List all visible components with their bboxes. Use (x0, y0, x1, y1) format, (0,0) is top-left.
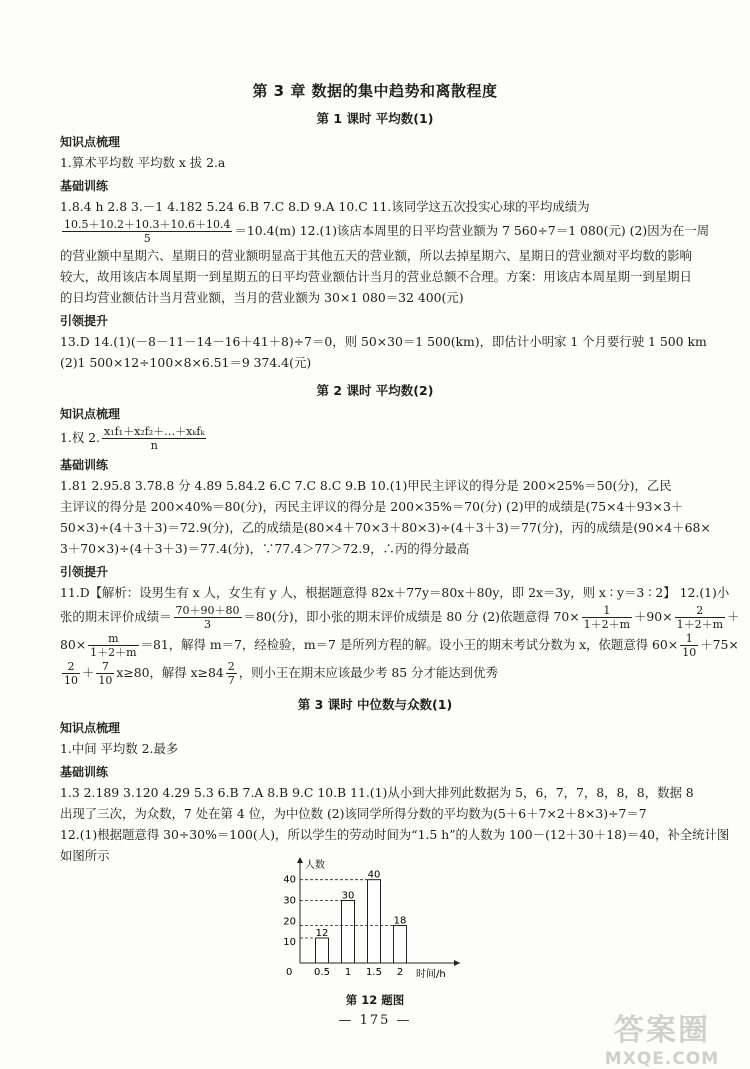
lesson2-basic-heading: 基础训练 (60, 458, 109, 472)
lesson1-basic-line-2: $\frac{10.5+10.2+10.3+10.6+10.4}{5}$ ＝10.4(m) 12.(1)该店本周里的日平均营业额为 7 560÷7＝1 080(元) (2)因为在一周 (64, 218, 710, 245)
y-tick-label: 10 (283, 937, 296, 949)
fraction: $\frac{2}{7}$ (227, 660, 235, 687)
lesson2-lead-heading: 引领提升 (60, 565, 109, 579)
bar (394, 926, 407, 964)
fraction: $\frac{\text{x₁f₁＋x₂f₂＋…＋xₖfₖ}}{n}$ (103, 425, 205, 452)
lesson2-lead-line-2: 张的期末评价成绩＝ $\frac{70+90+80}{3}$ ＝80(分)，即小张的期末评价成绩是 80 分 (2)依题意得 70× $\frac{1}{1+2+m}$ ＋90× $\frac{2}{1+2+m}$ ＋ (60, 604, 740, 631)
y-tick-label: 30 (283, 895, 296, 907)
lesson2-title: 第 2 课时 平均数(2) (316, 383, 434, 398)
lesson1-basic-line-5: 的日均营业额估计当月营业额，当月的营业额为 30×1 080＝32 400(元) (60, 290, 464, 305)
x-axis-label: 时间/h (416, 969, 446, 980)
y-tick-label: 40 (283, 874, 296, 886)
fraction: $\frac{1}{1+2+m}$ (583, 604, 631, 631)
lesson2-lead-line-3: 80× $\frac{m}{1+2+m}$ ＝81，解得 m＝7，经检验，m＝7 是所列方程的解。设小王的期末考试分数为 x，依题意得 60× $\frac{1}{10}$ ＋75× (60, 632, 739, 659)
lesson2-basic-line-2: 主评议的得分是 200×40%＝80(分)，丙民主评议的得分是 200×35%＝70(分) (2)甲的成绩是(75×4＋93×3＋ (60, 499, 684, 514)
fraction: $\frac{10.5+10.2+10.3+10.6+10.4}{5}$ (64, 218, 231, 245)
lesson3-knowledge-line: 1.中间 平均数 2.最多 (60, 741, 179, 756)
lesson3-basic-line-2: 出现了三次，为众数，7 处在第 4 位，为中位数 (2)该同学所得分数的平均数为(5＋6＋7×2＋8×3)÷7＝7 (60, 806, 647, 821)
chapter-title: 第 3 章 数据的集中趋势和离散程度 (252, 82, 498, 100)
lesson1-basic-line-1: 1.8.4 h 2.8 3.－1 4.182 5.24 6.B 7.C 8.D 9.A 10.C 11.该同学这五次投实心球的平均成绩为 (60, 199, 590, 214)
fraction: $\frac{2}{10}$ (64, 660, 78, 687)
lesson2-knowledge-heading: 知识点梳理 (60, 407, 121, 421)
bar-chart-svg (270, 855, 470, 995)
lesson1-lead-heading: 引领提升 (60, 314, 109, 328)
x-tick-label: 1 (344, 967, 352, 978)
lesson3-knowledge-heading: 知识点梳理 (60, 721, 121, 735)
lesson1-knowledge-heading: 知识点梳理 (60, 135, 121, 149)
fraction: $\frac{m}{1+2+m}$ (90, 632, 137, 659)
watermark-logo (592, 1005, 732, 1069)
data-label: 30 (341, 890, 355, 902)
lesson3-title: 第 3 课时 中位数与众数(1) (297, 697, 453, 712)
lesson3-basic-heading: 基础训练 (60, 765, 109, 779)
data-label: 18 (393, 915, 407, 927)
fraction: $\frac{7}{10}$ (98, 660, 113, 687)
lesson2-basic-line-1: 1.81 2.95.8 3.78.8 分 4.89 5.84.2 6.C 7.C 8.C 9.B 10.(1)甲民主评议的得分是 200×25%＝50(分)，乙民 (60, 478, 672, 493)
y-axis-label: 人数 (305, 860, 325, 871)
lesson3-basic-line-3: 12.(1)根据题意得 30÷30%＝100(人)，所以学生的劳动时间为“1.5 h”的人数为 100－(12＋30＋18)＝40，补全统计图 (60, 827, 730, 842)
watermark-text: 答案圈 (614, 1013, 710, 1048)
x-tick-label: 0.5 (314, 967, 330, 978)
x-tick-label: 2 (396, 967, 404, 978)
y-tick-label: 20 (283, 916, 296, 928)
fraction: $\frac{70+90+80}{3}$ (175, 604, 240, 631)
data-label: 12 (315, 928, 329, 939)
lesson2-lead-line-4: $\frac{2}{10}$ ＋ $\frac{7}{10}$ x≥80，解得 x≥84 $\frac{2}{7}$ ，则小王在期末应该最少考 85 分才能达到优秀 (64, 660, 498, 687)
lesson1-lead-line-2: (2)1 500×12÷100×8×6.51＝9 374.4(元) (60, 355, 312, 370)
watermark-url: MXQE.COM (604, 1049, 720, 1069)
x-tick-label: 1.5 (366, 967, 382, 978)
bar (368, 880, 381, 963)
lesson1-basic-line-3: 的营业额中星期六、星期日的营业额明显高于其他五天的营业额，所以去掉星期六、星期日的营业额对平均数的影响 (60, 248, 692, 263)
x-axis-arrow (454, 960, 460, 966)
data-label: 40 (367, 869, 381, 881)
bar (342, 901, 355, 964)
lesson1-knowledge-line: 1.算术平均数 平均数 x 拔 2.a (60, 155, 226, 170)
lesson2-lead-line-1: 11.D【解析：设男生有 x 人，女生有 y 人，根据题意得 82x＋77y＝80x＋80y，即 2x＝3y，则 x ∶ y＝3 ∶ 2】 12.(1)小 (60, 585, 730, 600)
y-axis-arrow (297, 857, 303, 863)
lesson1-title: 第 1 课时 平均数(1) (316, 111, 434, 126)
lesson3-basic-line-1: 1.3 2.189 3.120 4.29 5.3 6.B 7.A 8.B 9.C 10.B 11.(1)从小到大排列此数据为 5，6，7，7，8，8，8，数据 8 (60, 785, 694, 800)
lesson1-basic-line-4: 较大，故用该店本周星期一到星期五的日平均营业额估计当月的营业总额不合理。方案：用该店本周星期一到星期日 (60, 269, 692, 284)
lesson3-basic-line-4: 如图所示 (60, 848, 110, 863)
fraction: $\frac{2}{1+2+m}$ (676, 604, 724, 631)
origin-label: 0 (286, 967, 293, 978)
page-number: — 175 — (338, 1013, 412, 1028)
lesson2-knowledge-line: 1.权 2. $\frac{\text{x₁f₁＋x₂f₂＋…＋xₖfₖ}}{n}$ (60, 425, 205, 452)
fraction: $\frac{1}{10}$ (682, 632, 697, 659)
lesson1-lead-line-1: 13.D 14.(1)(－8－11－14－16＋41＋8)÷7＝0，则 50×30＝1 500(km)，即估计小明家 1 个月要行驶 1 500 km (60, 334, 707, 349)
lesson2-basic-line-3: 50×3)÷(4＋3＋3)＝72.9(分)，乙的成绩是(80×4＋70×3＋80×3)÷(4＋3＋3)＝77(分)，丙的成绩是(90×4＋68× (60, 520, 711, 535)
bar-chart (270, 855, 470, 995)
lesson1-basic-heading: 基础训练 (60, 179, 109, 193)
answer-page (60, 80, 740, 866)
figure-caption: 第 12 题图 (345, 993, 405, 1007)
bar (316, 938, 329, 963)
lesson2-basic-line-4: 3＋70×3)÷(4＋3＋3)＝77.4(分)，∵77.4＞77＞72.9，∴丙的得分最高 (60, 541, 470, 556)
